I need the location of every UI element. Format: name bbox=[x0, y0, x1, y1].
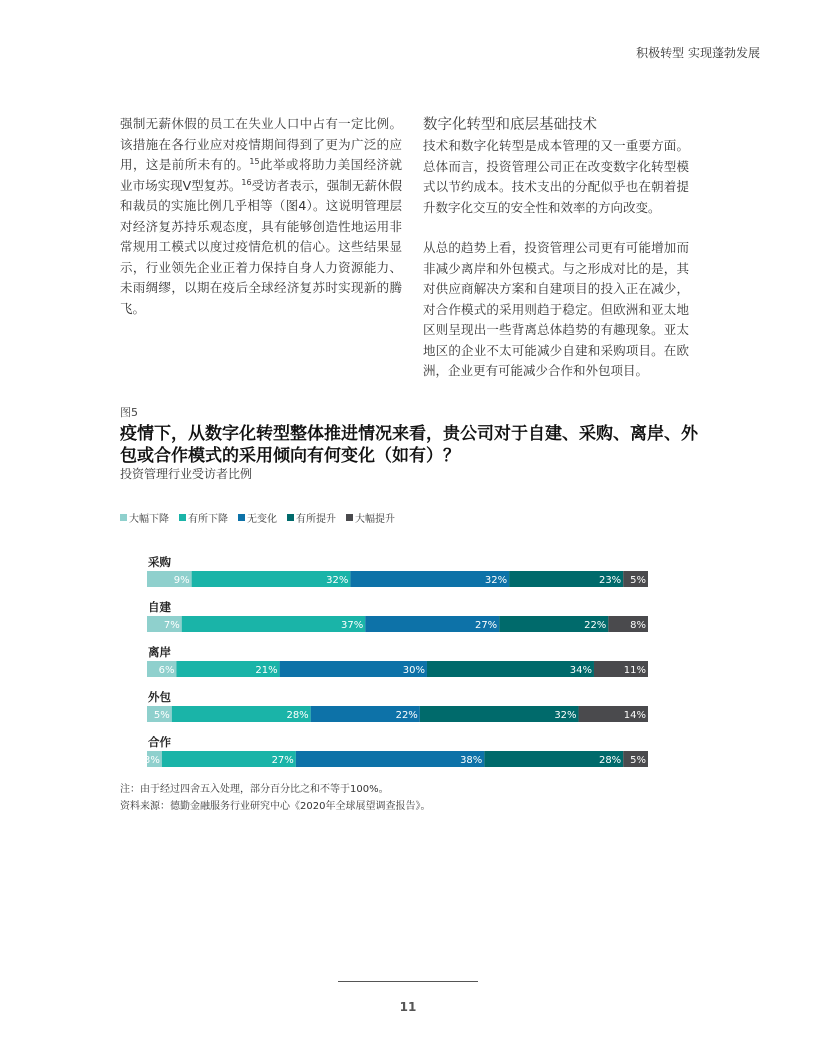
data-label: 22% bbox=[395, 710, 418, 721]
legend-item bbox=[238, 510, 277, 525]
legend-swatch bbox=[120, 514, 127, 521]
data-label: 32% bbox=[326, 575, 349, 586]
data-label: 32% bbox=[484, 575, 508, 586]
category-label: 采购 bbox=[148, 555, 171, 569]
legend-item bbox=[346, 510, 395, 525]
data-label: 22% bbox=[584, 620, 607, 631]
legend-swatch bbox=[287, 514, 294, 521]
legend-swatch bbox=[238, 514, 245, 521]
data-label: 7% bbox=[163, 620, 180, 631]
chart-legend bbox=[120, 510, 395, 525]
category-label: 自建 bbox=[148, 600, 171, 614]
legend-item bbox=[179, 510, 228, 525]
legend-label: 大幅提升 bbox=[355, 514, 395, 525]
section-title: 数字化转型和底层基础技术 bbox=[423, 117, 597, 133]
legend-item bbox=[287, 510, 336, 525]
category-label: 离岸 bbox=[148, 645, 171, 659]
bar-segment bbox=[182, 616, 366, 632]
category-label: 合作 bbox=[148, 735, 171, 749]
data-label: 9% bbox=[173, 575, 190, 586]
data-label: 34% bbox=[569, 665, 592, 676]
running-header: 积极转型 实现蓬勃发展 bbox=[636, 46, 760, 60]
data-label: 27% bbox=[271, 755, 294, 766]
data-label: 27% bbox=[474, 620, 498, 631]
figure-note: 注：由于经过四舍五入处理，部分百分比之和不等于100%。 bbox=[120, 784, 389, 795]
body-paragraph: 从总的趋势上看，投资管理公司更有可能增加而非减少离岸和外包模式。与之形成对比的是，其对供应商解决方案和自建项目的投入正在减少，对合作模式的采用则趋于稳定。但欧洲和亚太地区则呈现出一些背离总体趋势的有趣现象。亚太地区的企业不太可能减少自建和采购项目。在欧洲，企业更有可能减少合作和外包项目。 bbox=[423, 240, 689, 378]
footnote-ref: 15 bbox=[249, 156, 260, 166]
figure-subtitle: 投资管理行业受访者比例 bbox=[120, 467, 253, 481]
data-label: 28% bbox=[286, 710, 309, 721]
stacked-bar-chart bbox=[140, 548, 660, 778]
legend-swatch bbox=[346, 514, 353, 521]
body-paragraph: 强制无薪休假的员工在失业人口中占有一定比例。该措施在各行业应对疫情期间得到了更为广泛的应用，这是前所未有的。$^{15}$此举或将助力美国经济就业市场实现V型复苏。$^{16}$受访者表示，强制无薪休假和裁员的实施比例几乎相等（图4）。这说明管理层对经济复苏持乐观态度，具有能够创造性地运用非常规用工模式以度过疫情危机的信心。这些结果显示，行业领先企业正着力保持自身人力资源能力、未雨绸缪，以期在疫后全球经济复苏时实现新的腾飞。 bbox=[120, 116, 402, 316]
footnote-ref: 16 bbox=[241, 177, 252, 187]
data-label: 21% bbox=[255, 665, 278, 676]
category-label: 外包 bbox=[148, 690, 171, 704]
page-number: 11 bbox=[399, 1000, 417, 1014]
data-label: 5% bbox=[153, 710, 170, 721]
legend-label: 大幅下降 bbox=[129, 514, 169, 525]
left-column bbox=[120, 114, 402, 319]
figure-title: 疫情下，从数字化转型整体推进情况来看，贵公司对于自建、采购、离岸、外包或合作模式的采用倾向有何变化（如有）？ bbox=[120, 424, 698, 466]
figure-label: 图5 bbox=[120, 406, 138, 419]
data-label: 5% bbox=[630, 755, 646, 766]
data-label: 28% bbox=[598, 755, 622, 766]
data-label: 11% bbox=[623, 665, 646, 676]
data-label: 3% bbox=[144, 755, 160, 766]
figure-source: 资料来源：德勤金融服务行业研究中心《2020年全球展望调查报告》。 bbox=[120, 801, 431, 812]
right-column bbox=[423, 114, 689, 382]
data-label: 5% bbox=[630, 575, 646, 586]
data-label: 32% bbox=[554, 710, 577, 721]
data-label: 23% bbox=[598, 575, 622, 586]
legend-swatch bbox=[179, 514, 186, 521]
data-label: 8% bbox=[630, 620, 646, 631]
body-paragraph: 技术和数字化转型是成本管理的又一重要方面。总体而言，投资管理公司正在改变数字化转型模式以节约成本。技术支出的分配似乎也在朝着提升数字化交互的安全性和效率的方向改变。 bbox=[423, 138, 689, 215]
data-label: 37% bbox=[341, 620, 364, 631]
legend-label: 有所下降 bbox=[188, 514, 228, 525]
legend-label: 无变化 bbox=[247, 514, 277, 525]
data-label: 14% bbox=[623, 710, 646, 721]
data-label: 38% bbox=[460, 755, 483, 766]
legend-label: 有所提升 bbox=[296, 514, 336, 525]
data-label: 6% bbox=[158, 665, 175, 676]
footer-divider bbox=[338, 981, 478, 982]
bar-segment bbox=[296, 751, 485, 767]
legend-item bbox=[120, 510, 169, 525]
data-label: 30% bbox=[402, 665, 425, 676]
